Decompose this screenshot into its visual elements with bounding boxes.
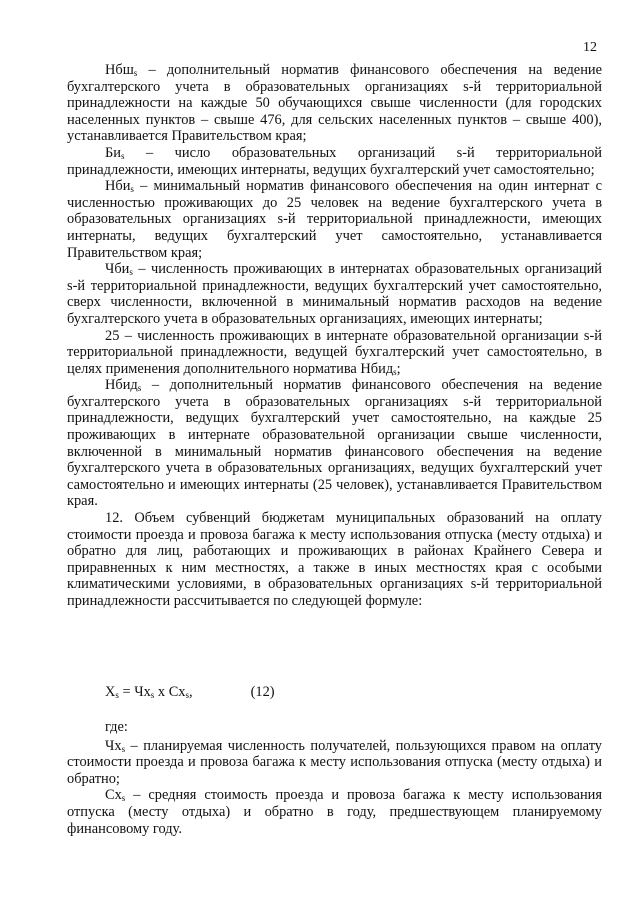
body-text-top bbox=[67, 62, 602, 610]
paragraph-nbsh: Нбш$_s$ – дополнительный норматив финансового обеспечения на ведение бухгалтерского учета в образовательных организациях s-й территориальной принадлежности на каждые 50 обучающихся свыше численности (для городских населенных пунктов – свыше 476, для сельских населенных пунктов – свыше 400), устанавливается Правительством края; bbox=[67, 62, 602, 145]
formula-12: $X_s = Чх_s$ x $Сх_s$, (12) bbox=[105, 684, 275, 700]
paragraph-nbid: Нбид$_s$ – дополнительный норматив финансового обеспечения на ведение бухгалтерского учета в образовательных организациях s-й территориальной принадлежности, ведущих бухгалтерский учет самостоятельно, на каждые 25 проживающих в интернате образовательной организации свыше численности, включенной в минимальный норматив финансового обеспечения на ведение бухгалтерского учета в образовательных организациях, ведущих бухгалтерский учет самостоятельно и имеющих интернаты (25 человек), устанавливается Правительством края. bbox=[67, 377, 602, 510]
definition-sx: $Сх_s$ – средняя стоимость проезда и провоза багажа к месту использования отпуска (месту отдыха) и обратно в году, предшествующем планируемому финансовому году. bbox=[67, 787, 602, 837]
definition-chx: $Чх_s$ – планируемая численность получателей, пользующихся правом на оплату стоимости проезда и провоза багажа к месту использования отпуска (месту отдыха) и обратно; bbox=[67, 737, 602, 787]
body-text-bottom bbox=[67, 719, 602, 837]
page-number: 12 bbox=[583, 40, 597, 55]
where-label: где: bbox=[105, 719, 128, 735]
paragraph-25: 25 – численность проживающих в интернате образовательной организации s-й территориальной принадлежности, ведущей бухгалтерский учет самостоятельно, в целях применения дополнительного норматива Нбид$_s$; bbox=[67, 327, 602, 377]
formula-number: (12) bbox=[250, 684, 275, 700]
paragraph-nbi: Нби$_s$ – минимальный норматив финансового обеспечения на один интернат с численностью проживающих до 25 человек на ведение бухгалтерского учета в образовательных организациях s-й территориальной принадлежности, имеющих интернаты, ведущих бухгалтерский учет самостоятельно, устанавливается Правительством края; bbox=[67, 178, 602, 261]
paragraph-12: 12. Объем субвенций бюджетам муниципальных образований на оплату стоимости проезда и провоза багажа к месту использования отпуска (месту отдыха) и обратно для лиц, работающих и проживающих в районах Крайнего Севера и приравненных к ним местностях, а также в иных местностях края с особыми климатическими условиями, в образовательных организациях s-й территориальной принадлежности рассчитывается по следующей формуле: bbox=[67, 510, 602, 609]
paragraph-chbi: Чби$_s$ – численность проживающих в интернатах образовательных организаций s-й территориальной принадлежности, ведущих бухгалтерский учет самостоятельно, сверх численности, включенной в минимальный норматив расходов на ведение бухгалтерского учета в образовательных организациях, имеющих интернаты; bbox=[67, 261, 602, 327]
paragraph-bi: $Би_s$ – число образовательных организаций s-й территориальной принадлежности, имеющих интернаты, ведущих бухгалтерский учет самостоятельно; bbox=[67, 144, 602, 178]
